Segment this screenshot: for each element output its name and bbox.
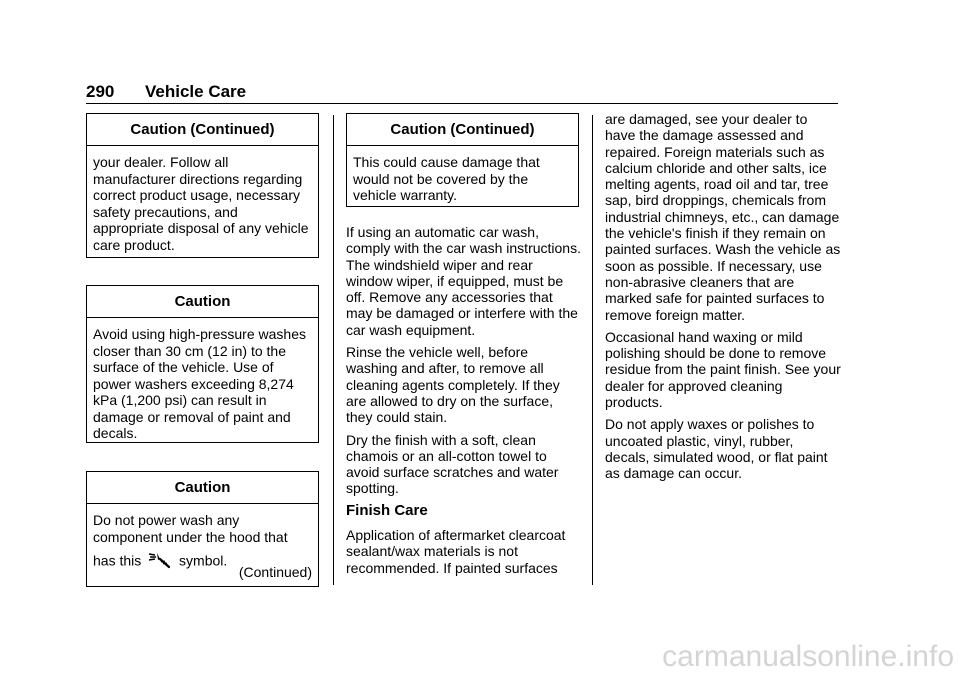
caution-box-power-wash <box>86 471 319 587</box>
column-divider-right <box>592 115 593 585</box>
caution-body: your dealer. Follow all manufacturer directions regarding correct product usage, necessary safety precautions, and appropriate disposal of any vehicle care product. <box>93 154 309 253</box>
caution-title: Caution <box>87 472 318 504</box>
caution-body <box>87 504 318 573</box>
page-header <box>86 82 838 104</box>
paragraph: Dry the finish with a soft, clean chamois or an all-cotton towel to avoid surface scratches and water spotting. <box>346 431 559 497</box>
subheading-finish-care: Finish Care <box>346 501 428 519</box>
caution-body-text: symbol. <box>179 552 228 569</box>
caution-box-high-pressure <box>86 285 319 443</box>
caution-title: Caution (Continued) <box>87 114 318 146</box>
paragraph: Application of aftermarket clearcoat sealant/wax materials is not recommended. If painted surfaces <box>346 527 566 576</box>
paragraph: are damaged, see your dealer to have the damage assessed and repaired. Foreign materials such as calcium chloride and other salts, ice melting agents, road oil and tar, tree sap, bird droppings, chemicals from industrial chimneys, etc., can damage the vehicle's finish if they remain on painted surfaces. Wash the vehicle as soon as possible. If necessary, use non-abrasive cleaners that are marked safe for painted surfaces to remove foreign matter. <box>605 111 841 323</box>
paragraph: If using an automatic car wash, comply with the car wash instructions. The windshield wiper and rear window wiper, if equipped, must be off. Remove any accessories that may be damaged or interfere with the car wash equipment. <box>346 224 581 338</box>
page-number: 290 <box>86 82 115 101</box>
caution-body-line: Do not power wash any component under the hood that <box>93 512 288 545</box>
column-divider-left <box>333 115 334 585</box>
no-power-wash-icon <box>147 551 173 573</box>
watermark: carmanualsonline.info <box>662 640 954 673</box>
caution-body-text: has this <box>93 552 142 569</box>
header-rule <box>86 103 838 104</box>
caution-body: This could cause damage that would not be covered by the vehicle warranty. <box>353 154 540 203</box>
caution-body: Avoid using high-pressure washes closer than 30 cm (12 in) to the surface of the vehicle. Use of power washers exceeding 8,274 kPa (1,200 psi) can result in damage or removal of paint and decals. <box>93 326 306 441</box>
caution-box-continued-middle <box>346 113 579 207</box>
paragraph: Occasional hand waxing or mild polishing should be done to remove residue from the paint finish. See your dealer for approved cleaning products. <box>605 328 841 411</box>
section-title: Vehicle Care <box>145 82 247 101</box>
middle-column-text <box>346 224 582 582</box>
caution-box-continued <box>86 113 319 258</box>
caution-title: Caution <box>87 286 318 318</box>
paragraph: Do not apply waxes or polishes to uncoated plastic, vinyl, rubber, decals, simulated wood, or flat paint as damage can occur. <box>605 416 828 482</box>
paragraph: Rinse the vehicle well, before washing and after, to remove all cleaning agents completely. If they are allowed to dry on the surface, they could stain. <box>346 344 560 426</box>
right-column-text <box>605 111 841 488</box>
continued-note: (Continued) <box>238 564 312 580</box>
caution-title: Caution (Continued) <box>347 114 578 146</box>
